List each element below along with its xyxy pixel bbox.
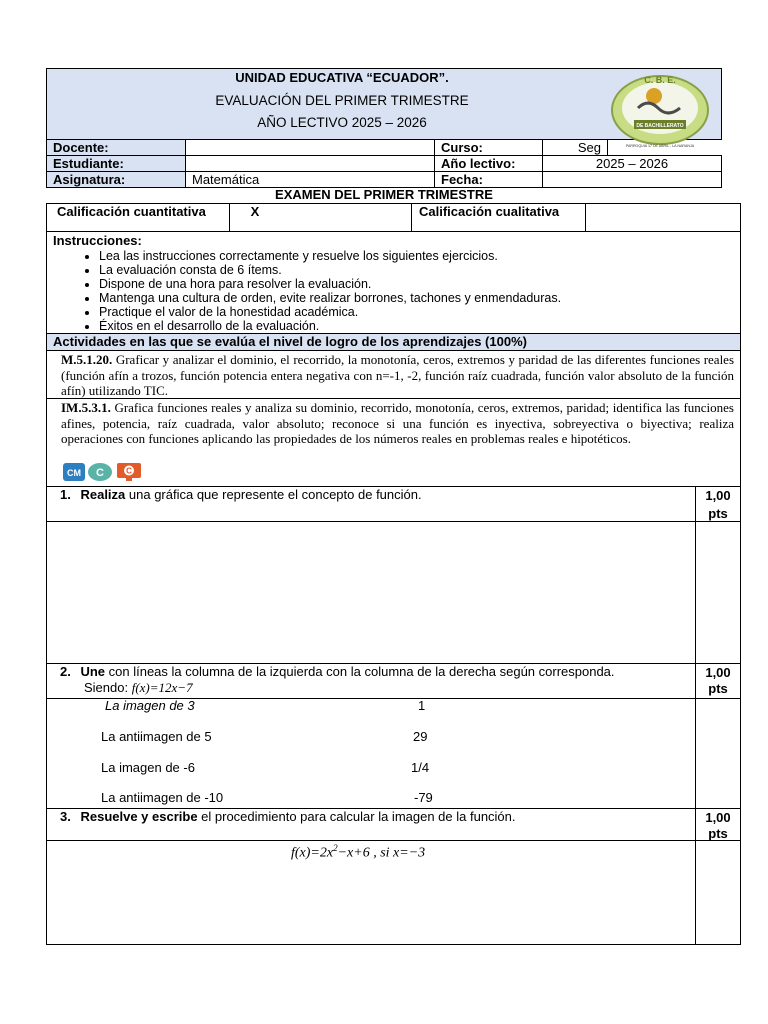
right-item[interactable]: 1/4 [411,760,430,775]
anio-label: Año lectivo: [434,155,543,172]
question-1-text [60,487,422,502]
svg-text:PARROQUIA 17 DE ABRIL - LA NAR: PARROQUIA 17 DE ABRIL - LA NARANJA [625,144,695,148]
school-logo [608,72,712,152]
svg-text:CM: CM [67,468,81,478]
points-unit: pts [708,826,728,841]
indicator-text: Grafica funciones reales y analiza su dominio, recorrido, monotonía, ceros, extremos, paridad; identifica las funciones afines, potencia, raíz cuadrada, valor absoluto; reconoce si una función es inyectiva, sobreyectiva o biyectiva; realiza operaciones con funciones aplicando las propiedades de los números reales en problemas reales e hipotéticos. [61,400,734,446]
question-2-points [695,663,741,699]
docente-label: Docente: [46,139,186,156]
points-value: 1,00 [705,810,731,825]
question-2-text [60,664,615,680]
question-2-function [84,680,193,696]
question-2-header [46,663,696,699]
left-item[interactable]: La imagen de -6 [101,760,195,775]
question-1-points [695,486,741,522]
instruction-item: • La evaluación consta de 6 ítems. [99,263,737,277]
question-1-score-cell[interactable] [695,521,741,664]
points-unit: pts [708,506,728,521]
svg-text:C: C [126,466,132,476]
svg-text:C: C [96,467,104,479]
skill-text: Graficar y analizar el dominio, el recorrido, la monotonía, ceros, extremos y paridad de las diferentes funciones reales (función afín a trozos, función potencia entera negativa con n=-1, -2, función raíz cuadrada, función valor absoluto de la función afín) utilizando TIC. [61,352,735,398]
asignatura-label: Asignatura: [46,171,186,188]
question-body: con líneas la columna de la izquierda con la columna de la derecha según corresponda. [105,664,615,679]
question-number: 1. [60,487,71,502]
quant-grade-value[interactable]: X [250,204,260,219]
question-3-score-cell[interactable] [695,840,741,945]
asignatura-field[interactable]: Matemática [185,171,435,188]
exam-title: EXAMEN DEL PRIMER TRIMESTRE [275,187,493,202]
estudiante-label: Estudiante: [46,155,186,172]
skill-box [46,350,741,399]
left-item[interactable]: La antiimagen de -10 [101,790,224,805]
qual-grade-value[interactable] [587,204,737,231]
points-value: 1,00 [705,665,731,680]
siendo-label: Siendo: [84,680,129,695]
indicator-code: IM.5.3.1. [61,400,111,415]
curso-field[interactable]: Seg [542,139,608,156]
formula-exponent: 2 [333,843,338,853]
instruction-item: • Mantenga una cultura de orden, evite realizar borrones, tachones y enmendaduras. [99,291,737,305]
svg-text:DE BACHILLERATO: DE BACHILLERATO [636,123,684,129]
school-name: UNIDAD EDUCATIVA “ECUADOR”. [235,70,449,85]
competency-badges [62,460,144,484]
points-unit: pts [708,681,728,696]
question-3-formula [291,843,425,862]
instructions-list [47,249,737,333]
c-monitor-icon [117,463,141,481]
curso-label: Curso: [434,139,543,156]
question-number: 2. [60,664,71,679]
question-verb: Resuelve y escribe [80,809,198,824]
question-3-answer-area[interactable] [46,840,696,945]
anio-field[interactable]: 2025 – 2026 [542,155,722,172]
function-formula: f(x)=12x−7 [131,680,193,695]
instruction-item: • Lea las instrucciones correctamente y resuelve los siguientes ejercicios. [99,249,737,263]
cm-badge-icon [63,463,85,481]
qual-grade-label: Calificación cualitativa [419,204,560,219]
question-2-matching-area[interactable] [46,698,696,809]
divider [411,203,412,232]
question-number: 3. [60,809,71,824]
question-verb: Une [80,664,106,679]
indicator-box [46,398,741,487]
question-3-text [60,809,516,824]
left-item[interactable]: La imagen de 3 [105,698,195,713]
svg-text:C. B. E.: C. B. E. [644,75,676,85]
question-body: una gráfica que represente el concepto de función. [125,487,422,502]
instructions-box [46,231,741,334]
instruction-item: • Dispone de una hora para resolver la evaluación. [99,277,737,291]
question-1-header [46,486,696,522]
c-badge-icon [88,463,112,481]
instructions-title: Instrucciones: [53,233,142,248]
docente-field[interactable] [185,139,435,156]
points-value: 1,00 [705,488,731,503]
formula-part: −x+6 , si x=−3 [337,845,426,861]
question-1-answer-area[interactable] [46,521,696,664]
right-item[interactable]: 29 [413,729,428,744]
estudiante-field[interactable] [185,155,435,172]
question-verb: Realiza [80,487,126,502]
left-item[interactable]: La antiimagen de 5 [101,729,212,744]
divider [585,203,586,232]
skill-code: M.5.1.20. [61,352,113,367]
question-3-points [695,808,741,841]
fecha-label: Fecha: [434,171,543,188]
question-2-score-cell[interactable] [695,698,741,809]
instruction-item: • Éxitos en el desarrollo de la evaluación. [99,319,737,333]
formula-part: f(x)=2x [291,845,334,861]
evaluation-title: EVALUACIÓN DEL PRIMER TRIMESTRE [215,93,469,108]
quant-grade-label: Calificación cuantitativa [57,204,206,219]
question-body: el procedimiento para calcular la imagen de la función. [197,809,516,824]
grades-row [46,203,741,232]
school-logo-icon [608,72,712,152]
right-item[interactable]: 1 [418,698,426,713]
fecha-field[interactable] [542,171,722,188]
activities-title: Actividades en las que se evalúa el nivel de logro de los aprendizajes (100%) [46,333,741,351]
instruction-item: • Practique el valor de la honestidad académica. [99,305,737,319]
school-year: AÑO LECTIVO 2025 – 2026 [257,115,427,130]
question-3-header [46,808,696,841]
right-item[interactable]: -79 [414,790,433,805]
